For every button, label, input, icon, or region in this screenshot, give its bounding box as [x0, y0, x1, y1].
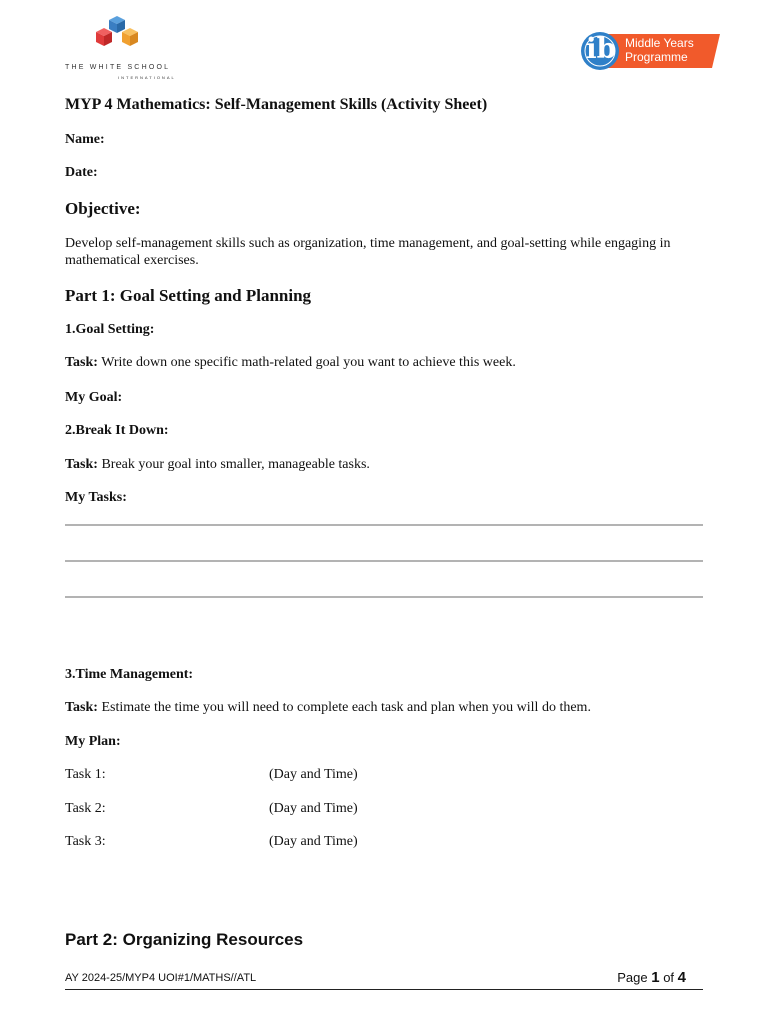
objective-heading: Objective:	[65, 199, 141, 218]
plan-day-time: (Day and Time)	[269, 801, 358, 816]
time-management-heading: 3.Time Management:	[65, 667, 194, 682]
goal-setting-task	[65, 355, 516, 371]
break-it-down-task	[65, 457, 370, 473]
goal-setting-heading: 1.Goal Setting:	[65, 322, 155, 337]
school-name: THE WHITE SCHOOL	[65, 64, 171, 71]
task-label: Task:	[65, 700, 98, 715]
task-text: Estimate the time you will need to complete each task and plan when you will do them.	[97, 700, 591, 715]
page-current: 1	[651, 969, 660, 986]
page-total: 4	[677, 969, 686, 986]
task-label: Task:	[65, 457, 98, 472]
task-label: Task:	[65, 355, 98, 370]
school-logo	[62, 16, 176, 82]
school-subname: INTERNATIONAL	[118, 75, 176, 80]
objective-text: Develop self-management skills such as organization, time management, and goal-setting while engaging in mathematical exercises.	[65, 236, 671, 268]
page-word: Page	[617, 970, 648, 985]
answer-line[interactable]	[65, 524, 703, 526]
date-label: Date:	[65, 165, 98, 180]
plan-task-label: Task 3:	[65, 834, 106, 849]
task-text: Break your goal into smaller, manageable tasks.	[97, 457, 370, 472]
cube-logo-icon	[92, 16, 142, 56]
plan-day-time: (Day and Time)	[269, 767, 358, 782]
ib-logo-line2: Programme	[625, 50, 688, 64]
answer-line[interactable]	[65, 560, 703, 562]
footer-reference: AY 2024-25/MYP4 UOI#1/MATHS//ATL	[65, 972, 257, 984]
task-text: Write down one specific math-related goal you want to achieve this week.	[97, 355, 516, 370]
of-word: of	[663, 970, 675, 985]
plan-task-label: Task 1:	[65, 767, 106, 782]
footer-rule	[65, 989, 703, 990]
page-number	[617, 969, 686, 986]
ib-letters: ib	[586, 32, 617, 65]
my-tasks-label: My Tasks:	[65, 490, 127, 505]
part2-heading: Part 2: Organizing Resources	[65, 930, 304, 949]
document-title: MYP 4 Mathematics: Self-Management Skills (Activity Sheet)	[65, 96, 488, 113]
plan-task-label: Task 2:	[65, 801, 106, 816]
ib-myp-logo	[580, 30, 722, 72]
plan-day-time: (Day and Time)	[269, 834, 358, 849]
break-it-down-heading: 2.Break It Down:	[65, 423, 169, 438]
part1-heading: Part 1: Goal Setting and Planning	[65, 286, 312, 305]
my-goal-label: My Goal:	[65, 390, 123, 405]
ib-logo-line1: Middle Years	[625, 36, 694, 50]
answer-line[interactable]	[65, 596, 703, 598]
name-label: Name:	[65, 132, 105, 147]
time-management-task	[65, 700, 591, 716]
my-plan-label: My Plan:	[65, 734, 121, 749]
